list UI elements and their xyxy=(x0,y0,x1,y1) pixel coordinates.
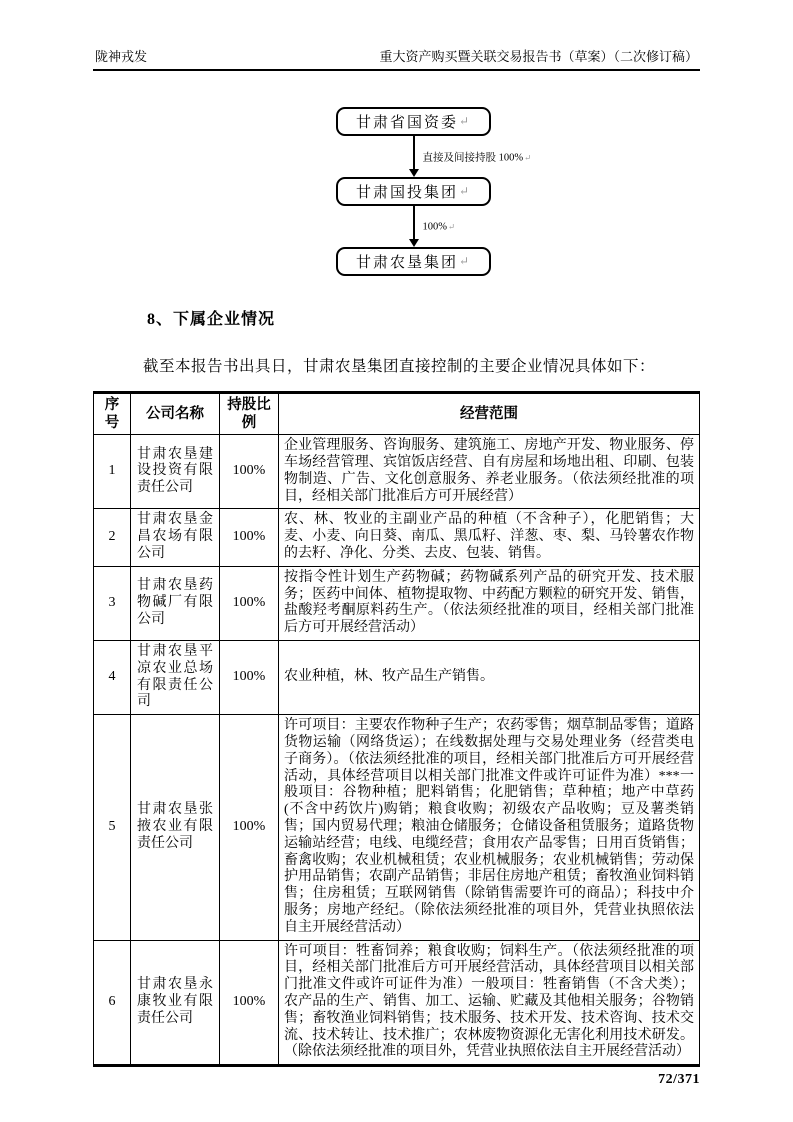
cell-business-scope: 农业种植，林、牧产品生产销售。 xyxy=(279,641,700,715)
cell-business-scope: 许可项目：主要农作物种子生产；农药零售；烟草制品零售；道路货物运输（网络货运）；在线数据处理与交易处理业务（经营类电子商务）。（依法须经批准的项目，经相关部门批准后方可开展经营活动，具体经营项目以相关部门批准文件或许可证件为准）***一般项目：谷物种植；肥料销售；化肥销售；草种植；地产中草药(不含中药饮片)购销；粮食收购；初级农产品收购；豆及薯类销售；国内贸易代理；粮油仓储服务；仓储设备租赁服务；道路货物运输站经营；电线、电缆经营；食用农产品零售；日用百货销售；畜禽收购；农业机械租赁；农业机械服务；农业机械销售；劳动保护用品销售；农副产品销售；非居住房地产租赁；畜牧渔业饲料销售；住房租赁；互联网销售（除销售需要许可的商品）；科技中介服务；房地产经纪。（除依法须经批准的项目外，凭营业执照依法自主开展经营活动） xyxy=(279,715,700,940)
chart-node-label: 甘肃农垦集团 xyxy=(355,255,458,271)
cell-company-name: 甘肃农垦永康牧业有限责任公司 xyxy=(131,940,220,1066)
ownership-structure-chart xyxy=(336,107,532,276)
arrow-line xyxy=(413,206,415,240)
cell-business-scope: 农、林、牧业的主副业产品的种植（不含种子），化肥销售；大麦、小麦、向日葵、南瓜、黑瓜籽、洋葱、枣、梨、马铃薯农作物的去籽、净化、分类、去皮、包装、销售。 xyxy=(279,509,700,566)
page-number: 72/371 xyxy=(658,1072,700,1088)
chart-connector-2 xyxy=(336,206,491,247)
column-header-share: 持股比例 xyxy=(220,393,279,435)
chart-edge-label xyxy=(423,221,456,232)
header-right-title: 重大资产购买暨关联交易报告书（草案）（二次修订稿） xyxy=(379,49,698,64)
column-header-company: 公司名称 xyxy=(131,393,220,435)
chart-edge-label xyxy=(423,149,532,164)
cell-business-scope: 许可项目：牲畜饲养；粮食收购；饲料生产。（依法须经批准的项目，经相关部门批准后方可开展经营活动，具体经营项目以相关部门批准文件或许可证件为准）一般项目：牲畜销售（不含犬类）；农产品的生产、销售、加工、运输、贮藏及其他相关服务；谷物销售；畜牧渔业饲料销售；技术服务、技术开发、技术咨询、技术交流、技术转让、技术推广；农林废物资源化无害化利用技术研发。（除依法须经批准的项目外，凭营业执照依法自主开展经营活动） xyxy=(279,940,700,1066)
cell-shareholding-ratio: 100% xyxy=(220,715,279,940)
table-header-row xyxy=(94,393,700,435)
chart-node-gansu-sasac xyxy=(336,107,491,136)
table-row xyxy=(94,715,700,940)
header-left-title: 陇神戎发 xyxy=(95,49,148,64)
column-header-scope: 经营范围 xyxy=(279,393,700,435)
cell-shareholding-ratio: 100% xyxy=(220,566,279,640)
table-row xyxy=(94,435,700,509)
cell-serial-number: 2 xyxy=(94,509,131,566)
table-row xyxy=(94,641,700,715)
return-mark-icon: ↵ xyxy=(458,184,472,198)
cell-business-scope: 企业管理服务、咨询服务、建筑施工、房地产开发、物业服务、停车场经营管理、宾馆饭店经营、自有房屋和场地出租、印刷、包装物制造、广告、文化创意服务、养老业服务。（依法须经批准的项目，经相关部门批准后方可开展经营） xyxy=(279,435,700,509)
chart-node-gansu-sdic-group xyxy=(336,177,491,206)
cell-shareholding-ratio: 100% xyxy=(220,641,279,715)
return-mark-icon: ↵ xyxy=(448,222,456,231)
cell-serial-number: 1 xyxy=(94,435,131,509)
cell-serial-number: 3 xyxy=(94,566,131,640)
arrow-down-icon xyxy=(409,169,419,177)
arrow-line xyxy=(413,136,415,170)
cell-serial-number: 4 xyxy=(94,641,131,715)
table-row xyxy=(94,566,700,640)
subsidiaries-table xyxy=(93,391,700,1067)
cell-shareholding-ratio: 100% xyxy=(220,940,279,1066)
cell-business-scope: 按指令性计划生产药物碱；药物碱系列产品的研究开发、技术服务；医药中间体、植物提取物、中药配方颗粒的研究开发、销售，盐酸羟考酮原料药生产。（依法须经批准的项目，经相关部门批准后方可开展经营活动） xyxy=(279,566,700,640)
edge-label-text: 100% xyxy=(422,221,447,232)
edge-label-text: 直接及间接持股 100% xyxy=(422,152,524,163)
cell-shareholding-ratio: 100% xyxy=(220,509,279,566)
cell-company-name: 甘肃农垦金昌农场有限公司 xyxy=(131,509,220,566)
cell-company-name: 甘肃农垦平凉农业总场有限责任公司 xyxy=(131,641,220,715)
cell-serial-number: 6 xyxy=(94,940,131,1066)
column-header-no: 序号 xyxy=(94,393,131,435)
return-mark-icon: ↵ xyxy=(524,153,532,162)
cell-company-name: 甘肃农垦建设投资有限责任公司 xyxy=(131,435,220,509)
table-row xyxy=(94,509,700,566)
chart-connector-1 xyxy=(336,136,532,177)
company-table-body xyxy=(94,435,700,1066)
return-mark-icon: ↵ xyxy=(458,114,472,128)
return-mark-icon: ↵ xyxy=(458,254,472,268)
table-row xyxy=(94,940,700,1066)
chart-node-label: 甘肃国投集团 xyxy=(355,185,458,201)
cell-shareholding-ratio: 100% xyxy=(220,435,279,509)
section-heading: 8、下属企业情况 xyxy=(147,311,276,328)
cell-company-name: 甘肃农垦张掖农业有限责任公司 xyxy=(131,715,220,940)
chart-node-label: 甘肃省国资委 xyxy=(355,115,458,131)
cell-serial-number: 5 xyxy=(94,715,131,940)
arrow-down-icon xyxy=(409,239,419,247)
document-header xyxy=(93,46,700,71)
intro-paragraph: 截至本报告书出具日，甘肃农垦集团直接控制的主要企业情况具体如下： xyxy=(143,358,656,375)
cell-company-name: 甘肃农垦药物碱厂有限公司 xyxy=(131,566,220,640)
chart-node-gansu-nongken-group xyxy=(336,247,491,276)
